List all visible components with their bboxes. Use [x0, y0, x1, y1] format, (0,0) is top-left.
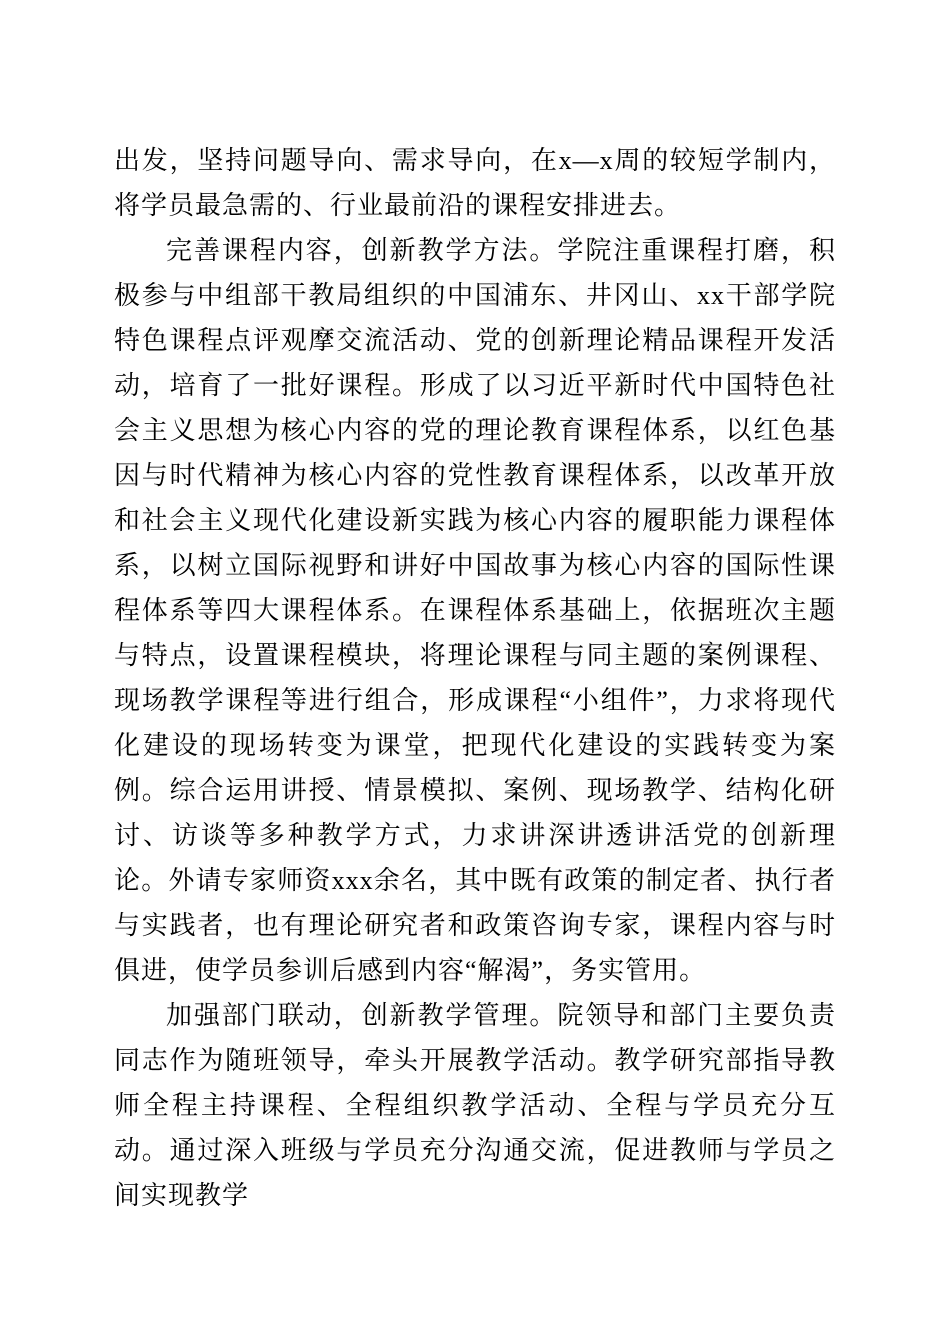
paragraph: 加强部门联动，创新教学管理。院领导和部门主要负责同志作为随班领导，牵头开展教学活动。教学研究部指导教师全程主持课程、全程组织教学活动、全程与学员充分互动。通过深入班级与学员充分沟通交流，促进教师与学员之间实现教学: [114, 1001, 836, 1210]
paragraph: 完善课程内容，创新教学方法。学院注重课程打磨，积极参与中组部干教局组织的中国浦东、井冈山、xx干部学院特色课程点评观摩交流活动、党的创新理论精品课程开发活动，培育了一批好课程。形成了以习近平新时代中国特色社会主义思想为核心内容的党的理论教育课程体系，以红色基因与时代精神为核心内容的党性教育课程体系，以改革开放和社会主义现代化建设新实践为核心内容的履职能力课程体系，以树立国际视野和讲好中国故事为核心内容的国际性课程体系等四大课程体系。在课程体系基础上，依据班次主题与特点，设置课程模块，将理论课程与同主题的案例课程、现场教学课程等进行组合，形成课程“小组件”，力求将现代化建设的现场转变为课堂，把现代化建设的实践转变为案例。综合运用讲授、情景模拟、案例、现场教学、结构化研讨、访谈等多种教学方式，力求讲深讲透讲活党的创新理论。外请专家师资xxx余名，其中既有政策的制定者、执行者与实践者，也有理论研究者和政策咨询专家，课程内容与时俱进，使学员参训后感到内容“解渴”，务实管用。: [114, 236, 836, 985]
paragraph-continuation: 出发，坚持问题导向、需求导向，在x—x周的较短学制内，将学员最急需的、行业最前沿的课程安排进去。: [114, 146, 836, 220]
